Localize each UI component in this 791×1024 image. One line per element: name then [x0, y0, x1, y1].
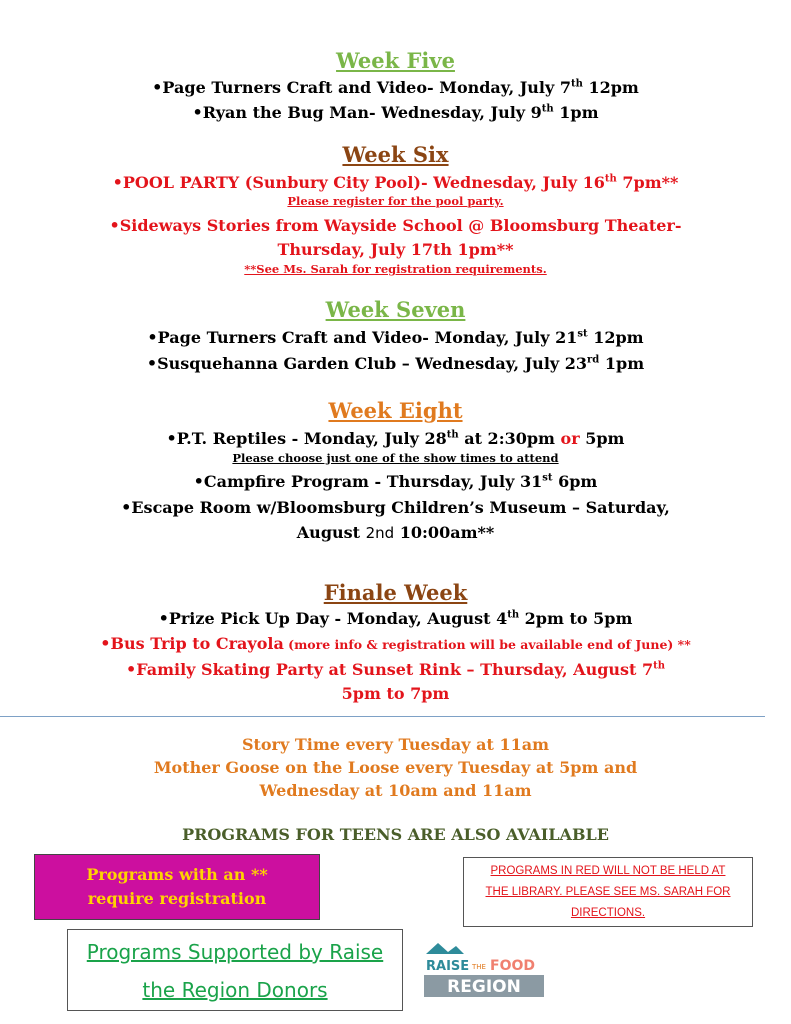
week-five-item-1: •Page Turners Craft and Video- Monday, July 7th 12pm: [152, 78, 639, 97]
week-five-heading: Week Five: [336, 48, 455, 73]
finale-item-3: •Family Skating Party at Sunset Rink – Thursday, August 7th: [125, 660, 666, 679]
logo-mountain-icon: [426, 943, 464, 954]
week-six-item-1: •POOL PARTY (Sunbury City Pool)- Wednesday, July 16th 7pm**: [112, 173, 679, 192]
week-eight-item-1: •P.T. Reptiles - Monday, July 28th at 2:30pm or 5pm: [166, 429, 625, 448]
week-eight-heading: Week Eight: [328, 398, 463, 423]
logo-region-text: REGION: [447, 977, 521, 997]
week-seven-heading: Week Seven: [325, 297, 466, 322]
red-notice-line-2: THE LIBRARY. PLEASE SEE MS. SARAH FOR: [485, 886, 731, 898]
week-six-note-1: Please register for the pool party.: [287, 194, 504, 208]
logo-the-text: THE: [472, 963, 486, 971]
registration-line-2: require registration: [87, 889, 267, 908]
week-six-item-2-cont: Thursday, July 17th 1pm**: [277, 240, 514, 259]
red-notice-line-3: DIRECTIONS.: [570, 907, 646, 919]
story-time-line: Story Time every Tuesday at 11am: [241, 735, 550, 754]
logo-raise-text: RAISE: [426, 959, 470, 974]
registration-line-1: Programs with an **: [86, 865, 268, 884]
week-eight-note: Please choose just one of the show times to attend: [232, 451, 559, 465]
mother-goose-line-2: Wednesday at 10am and 11am: [259, 781, 532, 800]
red-programs-notice-box: [463, 857, 753, 927]
mother-goose-line-1: Mother Goose on the Loose every Tuesday at 5pm and: [153, 758, 638, 777]
logo-food-text: FOOD: [490, 958, 535, 974]
week-six-heading: Week Six: [342, 142, 449, 167]
divider: [0, 716, 765, 717]
week-six-item-2: •Sideways Stories from Wayside School @ Bloomsburg Theater-: [109, 216, 682, 235]
week-five-item-2: •Ryan the Bug Man- Wednesday, July 9th 1pm: [192, 103, 599, 122]
week-seven-item-1: •Page Turners Craft and Video- Monday, July 21st 12pm: [147, 328, 644, 347]
supporters-box: [67, 929, 403, 1011]
week-eight-item-3-cont: August 2nd 10:00am**: [296, 523, 495, 542]
week-six-note-2: **See Ms. Sarah for registration requirements.: [244, 262, 547, 276]
supporters-line-1: Programs Supported by Raise: [86, 940, 384, 964]
week-seven-item-2: •Susquehanna Garden Club – Wednesday, July 23rd 1pm: [146, 354, 645, 373]
finale-week-heading: Finale Week: [323, 580, 468, 605]
week-eight-item-2: •Campfire Program - Thursday, July 31st 6pm: [193, 472, 598, 491]
red-notice-line-1: PROGRAMS IN RED WILL NOT BE HELD AT: [490, 865, 726, 877]
finale-item-2: •Bus Trip to Crayola (more info & registration will be available end of June) **: [100, 634, 691, 653]
teens-notice: PROGRAMS FOR TEENS ARE ALSO AVAILABLE: [182, 825, 609, 844]
supporters-line-2: the Region Donors: [142, 978, 328, 1002]
week-eight-item-3: •Escape Room w/Bloomsburg Children’s Museum – Saturday,: [121, 498, 670, 517]
finale-item-1: •Prize Pick Up Day - Monday, August 4th 2pm to 5pm: [158, 609, 633, 628]
registration-notice-box: [34, 854, 320, 920]
raise-the-region-logo: [424, 940, 548, 998]
finale-item-3-cont: 5pm to 7pm: [341, 684, 450, 703]
